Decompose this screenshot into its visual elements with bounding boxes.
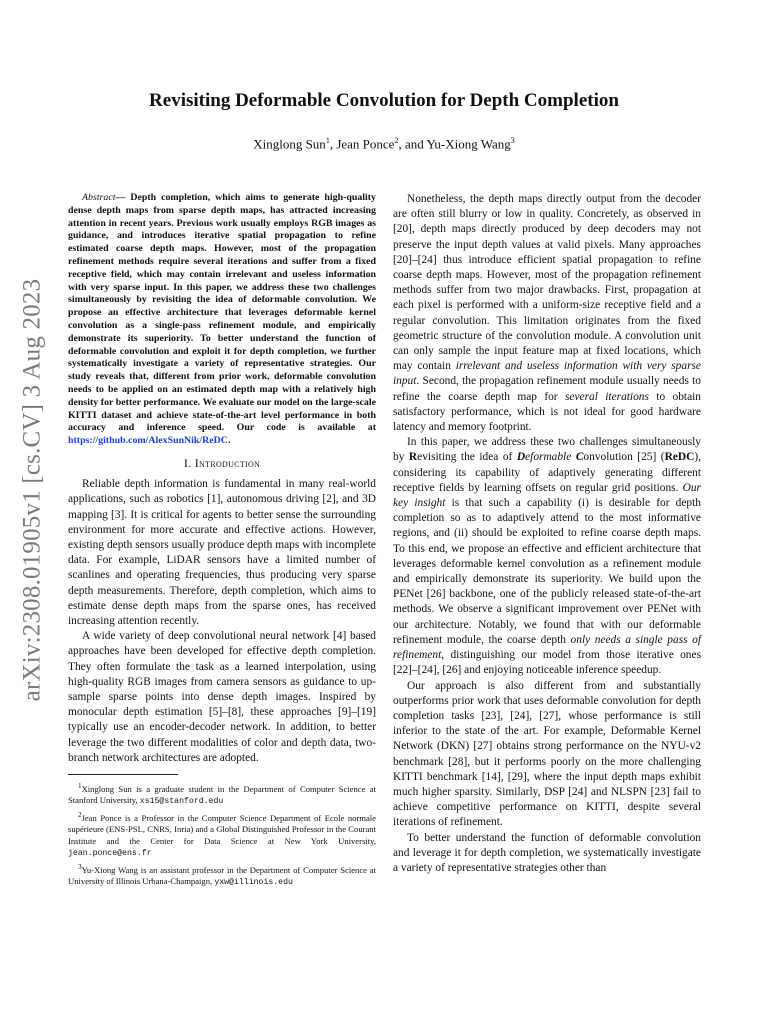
abstract — [68, 192, 376, 448]
emphasis: onvolution [25] ( — [583, 451, 665, 464]
author-affiliation-mark: 1 — [325, 136, 330, 145]
footnote-email: yxw@illinois.edu — [214, 878, 293, 887]
text-run: In this paper, we address these two challenges simultaneously by — [393, 436, 701, 464]
method-name: ReDC — [664, 451, 695, 464]
text-run: ), considering its capability of adaptively generating different receptive fields by learning offsets on regular grid positions. — [393, 451, 701, 494]
footnote — [68, 810, 376, 859]
text-run: to obtain satisfactory performance, which is not ideal for good hardware latency and memory footprint. — [393, 390, 701, 434]
text-run: is that such a capability (i) is desirable for depth completion so as to adaptively attend to the most informative regions, and (ii) should be exploited to refine coarse depth maps. To this end, we propose an effective and efficient architecture that leverages deformable kernel convolution as a refinement module and empirically demonstrate its superiority. We build upon the PENet [26] backbone, one of the publicly released state-of-the-art methods. We observe a significant improvement over PENet with our architecture. Notably, we found that with our deformable refinement module, the coarse depth — [393, 497, 701, 646]
author-affiliation-mark: 3 — [510, 136, 515, 145]
right-column — [393, 192, 701, 876]
body-paragraph: A wide variety of deep convolutional neural network [4] based approaches have been developed for effective depth completion. They often formulate the task as a learned interpolation, using high-quality RGB images from camera sensors as guidance to up-sample sparse points into dense depth images. Inspired by monocular depth estimation [5]–[8], these approaches [9]–[19] typically use an encoder-decoder network. In addition, to better leverage the two different modalities of color and depth data, two-branch network architectures are adopted. — [68, 630, 376, 764]
footnote-text: Yu-Xiong Wang is an assistant professor in the Department of Computer Science at University of Illinois Urbana-Champaign, — [68, 864, 376, 886]
footnote-rule — [68, 774, 178, 775]
emphasis: irrelevant and useless information with very sparse input — [393, 360, 701, 388]
text-run: . Second, the propagation refinement module usually needs to refine the coarse depth map for — [393, 375, 701, 403]
abstract-body: Depth completion, which aims to generate high-quality dense depth maps from sparse depth maps, has attracted increasing attention in recent years. Previous work usually employs RGB images as guidance, and introduces iterative spatial propagation to refine estimated coarse depth maps. However, most of the propagation refinement methods require several iterations and suffer from a fixed receptive field, which may contain irrelevant and useless information with very sparse input. In this paper, we address these two challenges simultaneously by revisiting the idea of deformable convolution. We propose an effective architecture that leverages deformable kernel convolution as a single-pass refinement module, and empirically demonstrate its superiority. To better understand the function of deformable convolution and exploit it for depth completion, we further systematically investigate a variety of representative strategies. Our study reveals that, different from prior work, deformable convolution needs to be applied on an estimated depth map with a relatively high density for better performance. We evaluate our model on the large-scale KITTI dataset and achieve state-of-the-art level performance in both accuracy and inference speed. Our code is available at — [68, 192, 376, 434]
body-paragraph: Reliable depth information is fundamental in many real-world applications, such as robotics [1], autonomous driving [2], and 3D mapping [3]. It is critical for agents to better sense the surrounding environment for more accurate and effective actions. However, existing depth sensors usually produce depth maps with incomplete data. For example, LiDAR sensors have a limited number of scanlines and operating frequencies, thus producing very sparse depth measurements. Therefore, depth completion, which aims to estimate dense depth maps from the sparse ones, has received increasing attention recently. — [68, 478, 376, 627]
author-affiliation-mark: 2 — [394, 136, 399, 145]
emphasis: eformable — [525, 451, 576, 464]
footnote-text: Xinglong Sun is a graduate student in the Department of Computer Science at Stanford University, — [68, 783, 376, 806]
footnote-mark: 1 — [78, 782, 82, 790]
text-run: Nonetheless, the depth maps directly output from the decoder are often still blurry or low in quality. Concretely, as observed in [20], depth maps directly produced by deep decoders may not preserve the input depth values at valid pixels. Many approaches [20]–[24] thus introduce efficient spatial propagation to refine coarse depth maps. However, most of the propagation refinement methods suffer from two major drawbacks. First, propagation at each pixel is performed with a uniform-size receptive field and a regular convolution. This limitation originates from the fixed geometric structure of the convolution module. A convolution unit can only sample the input feature map at fixed locations, which may contain — [393, 193, 701, 373]
text-run: , distinguishing our model from those iterative ones [22]–[24], [26] and enjoying noticeable inference speedup. — [393, 649, 701, 677]
emphasis: Our key insight — [393, 481, 701, 510]
footnote — [68, 862, 376, 888]
footnote-email: jean.ponce@ens.fr — [68, 848, 152, 858]
footnote-mark: 2 — [78, 811, 82, 820]
body-paragraph: Our approach is also different from and substantially outperforms prior work that uses deformable convolution for depth completion tasks [23], [24], [27], whose performance is still inferior to the state of the art. For example, Deformable Kernel Network (DKN) [27] obtains strong performance on the NYU-v2 benchmark [28], but it performs poorly on the more challenging KITTI benchmark [14], [29], where the input depth maps exhibit much higher sparsity. Similarly, DSP [24] and NLSPN [23] fail to achieve competitive performance on KITTI, despite several iterations of refinement. — [393, 679, 701, 829]
arxiv-watermark — [2, 260, 62, 720]
abstract-label: Abstract — [82, 192, 116, 203]
abstract-dash: — — [115, 192, 131, 203]
left-column — [68, 192, 376, 891]
bold-letter: D — [516, 451, 526, 464]
author-name: Xinglong Sun — [253, 136, 326, 152]
text-run: evisiting the idea of — [417, 451, 517, 464]
abstract-end: . — [227, 435, 231, 447]
footnote-text: Jean Ponce is a Professor in the Computer Science Department of Ecole normale supérieure (ENS-PSL, CNRS, Inria) and a Global Distinguished Professor in the Courant Institute and the Center for Data Science at New York University, — [68, 813, 376, 846]
bold-letter: C — [575, 451, 584, 464]
footnotes — [68, 781, 376, 888]
body-paragraph: To better understand the function of deformable convolution and leverage it for depth completion, we systematically investigate a variety of representative strategies other than — [393, 831, 701, 874]
author-line — [0, 136, 768, 152]
emphasis: only needs a single pass of refinement — [393, 633, 701, 662]
footnote-email: xs15@stanford.edu — [139, 797, 224, 807]
bold-letter: R — [408, 451, 418, 464]
section-heading-introduction: I. Introduction — [183, 455, 261, 470]
author-name: Jean Ponce — [336, 136, 395, 152]
footnote — [68, 781, 376, 807]
author-separator: , — [329, 136, 337, 152]
footnote-mark: 3 — [78, 862, 82, 871]
emphasis: several iterations — [564, 390, 649, 403]
paper-title: Revisiting Deformable Convolution for Depth Completion — [149, 90, 619, 111]
author-name: Yu-Xiong Wang — [426, 136, 511, 152]
body-paragraph — [393, 435, 701, 678]
arxiv-watermark-text: arXiv:2308.01905v1 [cs.CV] 3 Aug 2023 — [18, 278, 45, 702]
code-link[interactable]: https://github.com/AlexSunNik/ReDC — [68, 435, 228, 447]
body-paragraph — [393, 192, 701, 435]
author-separator: , and — [398, 136, 427, 152]
